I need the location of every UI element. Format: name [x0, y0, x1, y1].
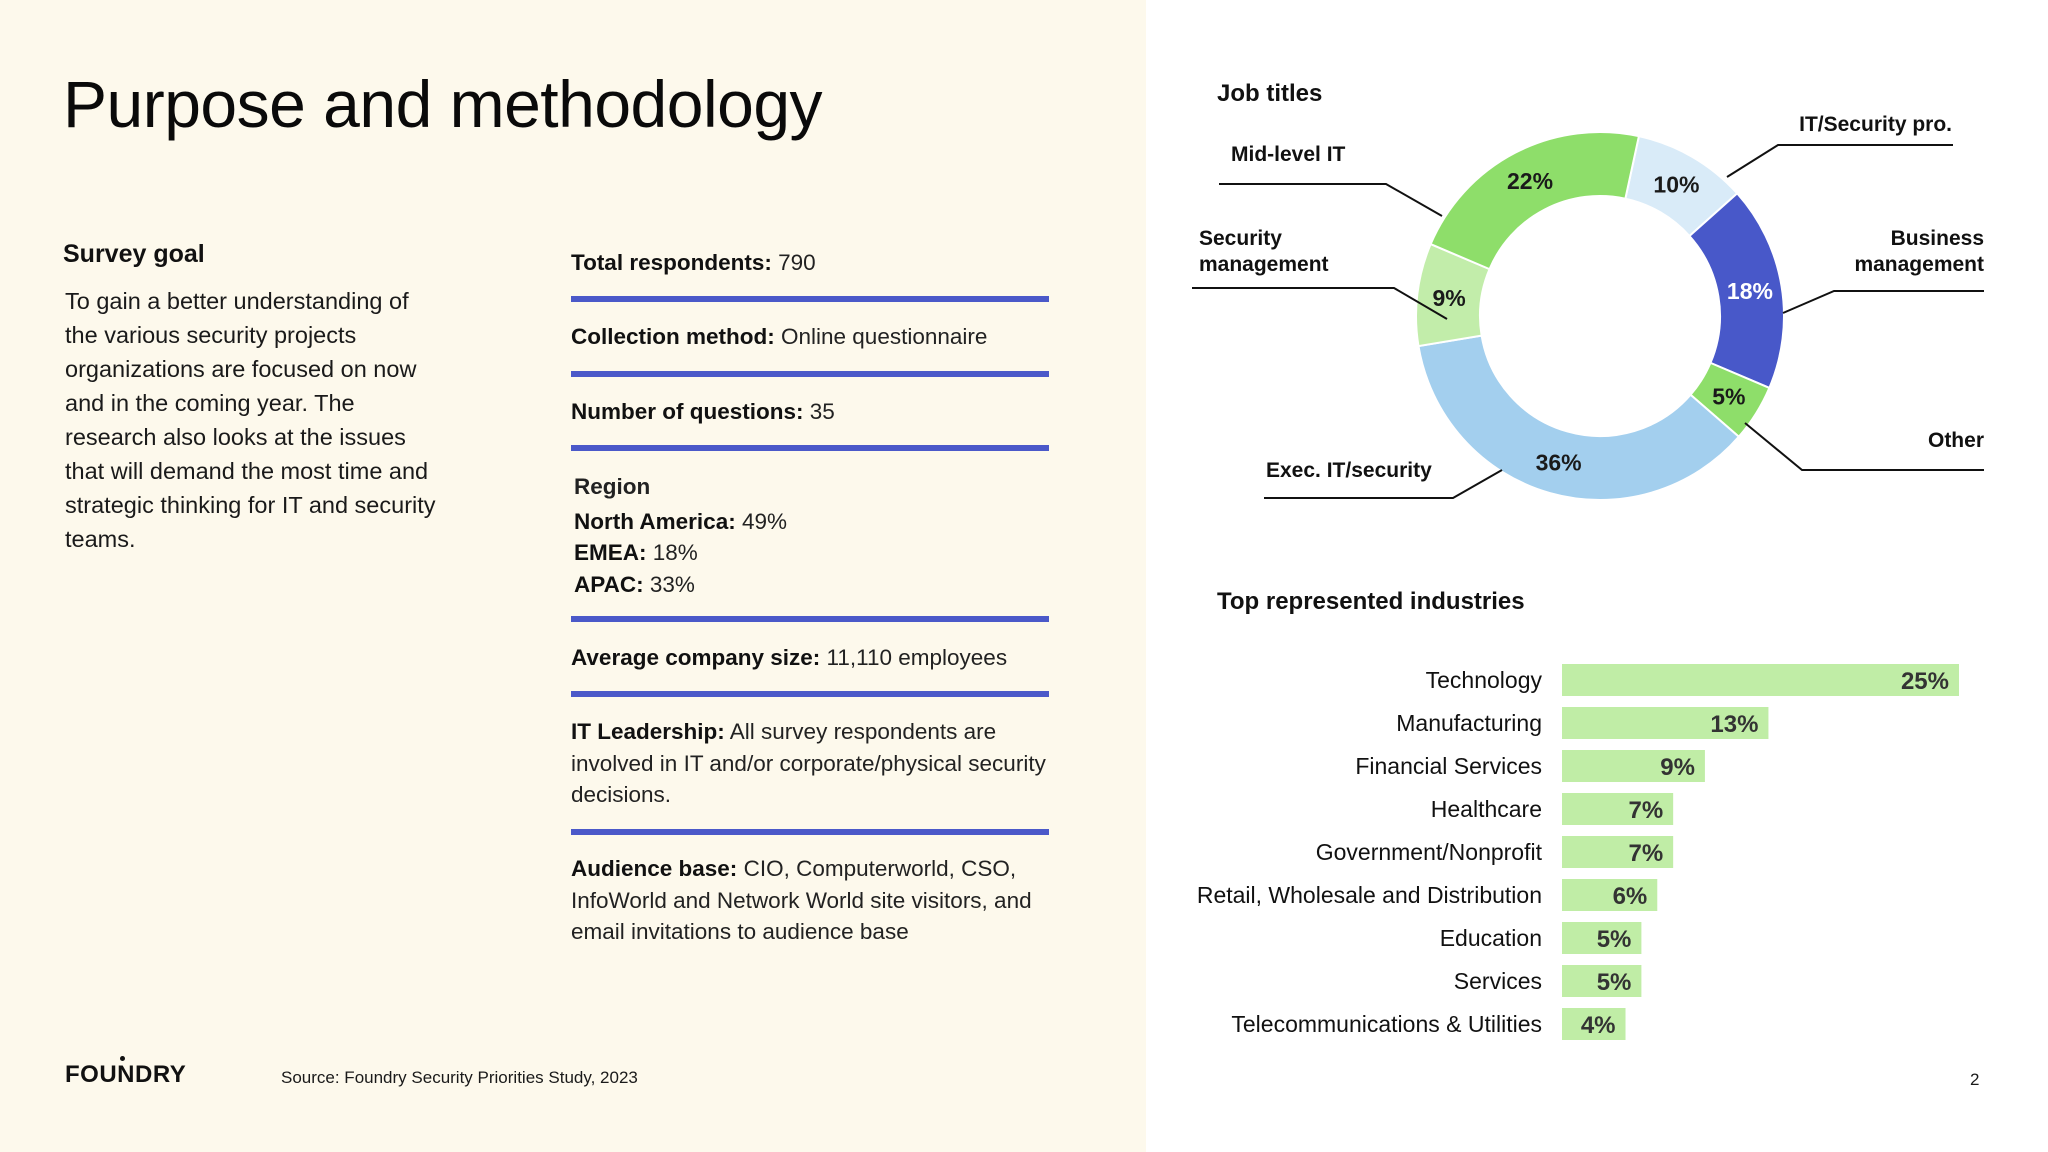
divider-line: [571, 445, 1049, 451]
source-note: Source: Foundry Security Priorities Study, 2023: [281, 1068, 638, 1087]
region-apac: [574, 569, 1054, 601]
donut-value-label: 9%: [1432, 285, 1466, 312]
region-heading: Region: [574, 474, 651, 499]
industry-category-label: Financial Services: [1355, 753, 1542, 779]
fact-label: IT Leadership:: [571, 719, 725, 744]
fact-label: Total respondents:: [571, 250, 772, 275]
fact-label: Average company size:: [571, 645, 821, 670]
logo-text: FOUNDRY: [65, 1061, 187, 1088]
donut-value-label: 18%: [1726, 278, 1773, 305]
industry-value-label: 4%: [1580, 1012, 1616, 1039]
donut-category-label: IT/Security pro.: [1799, 113, 1952, 136]
fact-region: [574, 471, 1054, 600]
donut-value-label: 5%: [1712, 383, 1746, 410]
industry-value-label: 7%: [1628, 797, 1664, 824]
industry-value-label: 5%: [1596, 926, 1632, 953]
job-titles-chart-title: Job titles: [1217, 80, 1323, 107]
region-label: APAC:: [574, 571, 644, 597]
logo-dot: [120, 1056, 125, 1061]
donut-value-label: 10%: [1653, 171, 1700, 198]
fact-total-respondents: [571, 247, 1051, 279]
fact-value: 11,110 employees: [820, 645, 1008, 670]
donut-category-label: Exec. IT/security: [1266, 459, 1432, 482]
divider-line: [571, 616, 1049, 622]
region-value: 18%: [646, 540, 698, 565]
industries-chart-title: Top represented industries: [1217, 588, 1525, 615]
page-title: Purpose and methodology: [63, 67, 823, 141]
divider-line: [571, 829, 1049, 835]
foundry-logo: [65, 1061, 186, 1089]
industry-value-label: 13%: [1710, 711, 1759, 738]
divider-line: [571, 691, 1049, 697]
industry-bar: [1562, 664, 1959, 696]
fact-number-of-questions: [571, 396, 1051, 428]
region-value: 49%: [735, 508, 787, 534]
fact-value: CIO, Computerworld, CSO, InfoWorld and Network World site visitors, and email invitations to audience base: [571, 856, 1032, 944]
fact-value: 35: [803, 399, 835, 424]
region-value: 33%: [643, 571, 695, 597]
region-label: EMEA:: [574, 540, 647, 565]
donut-category-label: Mid-level IT: [1231, 143, 1346, 166]
donut-category-label: Business management: [1854, 227, 1984, 276]
fact-audience-base: [571, 853, 1051, 948]
fact-label: Number of questions:: [571, 399, 804, 424]
industry-category-label: Services: [1453, 968, 1542, 994]
divider-line: [571, 371, 1049, 377]
industry-category-label: Healthcare: [1430, 796, 1542, 822]
industry-value-label: 5%: [1596, 969, 1632, 996]
region-emea: [574, 537, 1054, 569]
donut-value-label: 22%: [1507, 168, 1554, 195]
fact-value: 790: [771, 250, 816, 275]
fact-company-size: [571, 642, 1051, 674]
industry-category-label: Education: [1439, 925, 1542, 951]
industry-value-label: 9%: [1660, 754, 1695, 781]
donut-value-label: 36%: [1535, 449, 1582, 476]
industry-value-label: 25%: [1900, 668, 1949, 695]
fact-it-leadership: [571, 716, 1051, 811]
fact-value: All survey respondents are involved in IT and/or corporate/physical security decisions.: [571, 719, 1046, 807]
donut-category-label: Security management: [1199, 227, 1329, 276]
industry-category-label: Manufacturing: [1396, 710, 1542, 736]
region-label: North America:: [574, 508, 736, 534]
industry-category-label: Technology: [1425, 667, 1542, 693]
fact-label: Audience base:: [571, 856, 738, 881]
divider-line: [571, 296, 1049, 302]
industries-bar-chart: [1146, 0, 2048, 1152]
region-north-america: [574, 506, 1054, 538]
page-number: 2: [1970, 1070, 1980, 1089]
fact-collection-method: [571, 321, 1051, 353]
industry-category-label: Government/Nonprofit: [1315, 839, 1542, 865]
industry-category-label: Telecommunications & Utilities: [1231, 1011, 1542, 1037]
donut-category-label: Other: [1927, 429, 1984, 452]
industry-category-label: Retail, Wholesale and Distribution: [1196, 882, 1542, 908]
fact-value: Online questionnaire: [774, 324, 988, 349]
industry-value-label: 6%: [1612, 883, 1648, 910]
survey-goal-body: To gain a better understanding of the various security projects organizations are focused on now and in the coming year. The research also looks at the issues that will demand the most time and strategic thinking for IT and security teams.: [65, 288, 436, 552]
survey-goal-heading: Survey goal: [63, 240, 205, 268]
fact-label: Collection method:: [571, 324, 775, 349]
industry-value-label: 7%: [1628, 840, 1664, 867]
